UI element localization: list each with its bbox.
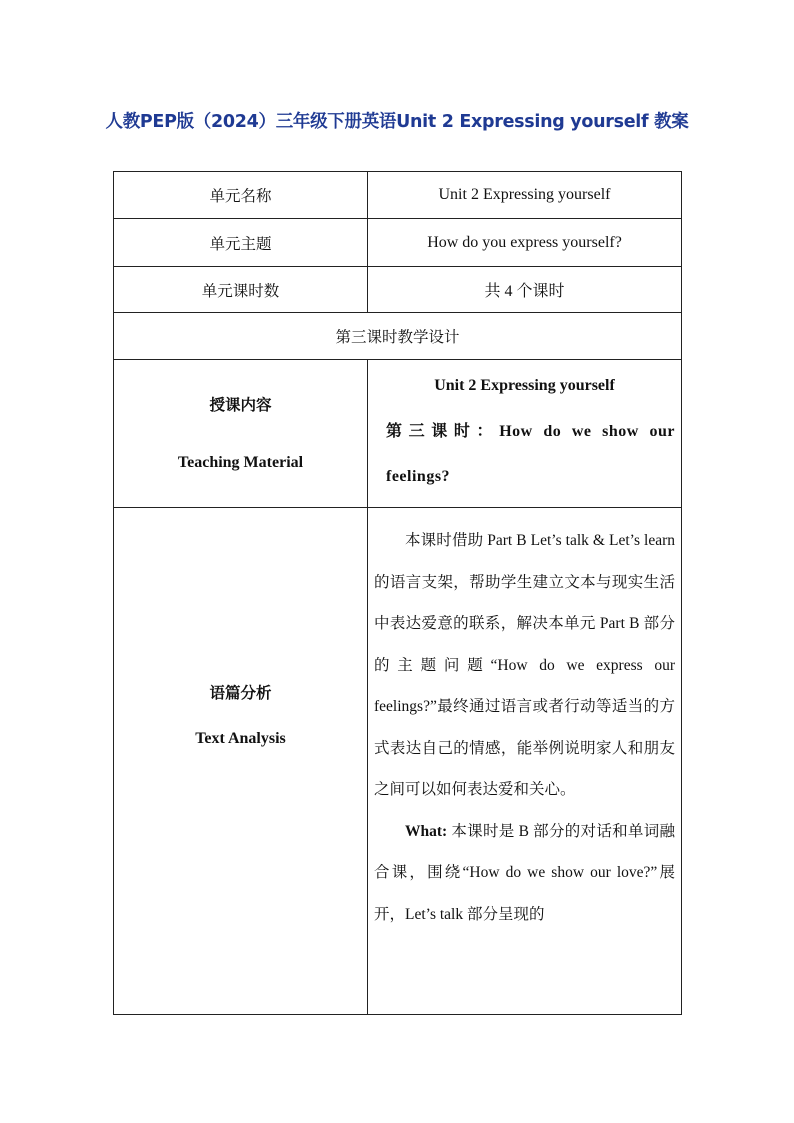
table-row-unit-theme bbox=[114, 219, 682, 267]
text-analysis-label-cell bbox=[114, 508, 368, 1015]
text-analysis-label-cn: 语篇分析 bbox=[209, 684, 272, 702]
what-text: 本课时是 B 部分的对话和单词融合课，围绕“How do we show our love?”展开，Let’s talk 部分呈现的 bbox=[374, 822, 675, 923]
table-row-text-analysis bbox=[114, 508, 682, 1015]
what-lead: What: bbox=[405, 822, 448, 840]
teaching-material-label-cell bbox=[114, 360, 368, 508]
table-row-unit-hours bbox=[114, 267, 682, 313]
unit-hours-value: 共 4 个课时 bbox=[368, 267, 682, 313]
teaching-material-label-cn: 授课内容 bbox=[209, 395, 272, 414]
text-analysis-content-cell bbox=[368, 508, 682, 1015]
teaching-material-lesson: 第三课时：How do we show our feelings? bbox=[386, 422, 675, 485]
table-row-section-heading bbox=[114, 313, 682, 360]
unit-name-value: Unit 2 Expressing yourself bbox=[368, 172, 682, 219]
unit-theme-label: 单元主题 bbox=[114, 219, 368, 267]
text-analysis-paragraph-1: 本课时借助 Part B Let’s talk & Let’s learn 的语言支架，帮助学生建立文本与现实生活中表达爱意的联系，解决本单元 Part B 部分的主题问题“How do we express our feelings?”最终通过语言或者行动等适当的方式表达自己的情感，能举例说明家人和朋友之间可以如何表达爱和关心。 bbox=[374, 532, 675, 798]
text-analysis-label-en: Text Analysis bbox=[195, 730, 286, 747]
text-analysis-paragraph-2 bbox=[368, 811, 681, 936]
unit-name-label: 单元名称 bbox=[114, 172, 368, 219]
document-title: 人教PEP版（2024）三年级下册英语Unit 2 Expressing yourself 教案 bbox=[105, 112, 689, 132]
teaching-material-unit-title: Unit 2 Expressing yourself bbox=[434, 376, 615, 394]
table-row-teaching-material bbox=[114, 360, 682, 508]
unit-theme-value: How do you express yourself? bbox=[368, 219, 682, 267]
unit-hours-label: 单元课时数 bbox=[114, 267, 368, 313]
teaching-material-value-cell bbox=[368, 360, 682, 508]
teaching-material-label-en: Teaching Material bbox=[177, 453, 304, 471]
section-heading: 第三课时教学设计 bbox=[114, 313, 682, 360]
table-row-unit-name bbox=[114, 172, 682, 219]
lesson-plan-table bbox=[113, 171, 682, 1015]
